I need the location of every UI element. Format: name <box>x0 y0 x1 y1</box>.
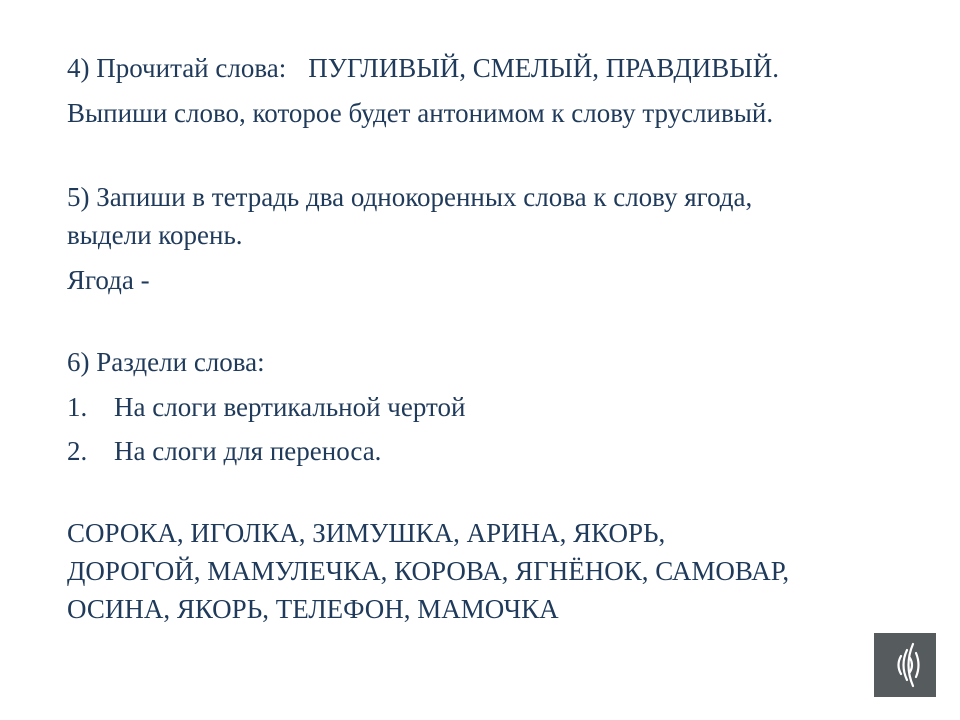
task4-prefix: 4) Прочитай слова: <box>67 53 287 83</box>
list-item-text: На слоги для переноса. <box>114 436 382 466</box>
list-item-number: 2. <box>67 436 88 466</box>
list-item-number: 1. <box>67 392 88 422</box>
list-item <box>67 391 465 423</box>
words-line: ОСИНА, ЯКОРЬ, ТЕЛЕФОН, МАМОЧКА <box>67 594 559 624</box>
task4-line <box>67 52 779 84</box>
list-item <box>67 435 381 467</box>
task6-title: 6) Раздели слова: <box>67 347 265 377</box>
words-line: ДОРОГОЙ, МАМУЛЕЧКА, КОРОВА, ЯГНЁНОК, САМОВАР, <box>67 556 790 586</box>
list-item-text: На слоги вертикальной чертой <box>114 392 466 422</box>
sound-icon <box>874 633 936 697</box>
task5-answer: Ягода - <box>67 265 150 295</box>
audio-button[interactable] <box>874 633 936 697</box>
task5-line2: выдели корень. <box>67 220 243 250</box>
task5-line1: 5) Запиши в тетрадь два однокоренных слова к слову ягода, <box>67 182 753 212</box>
task4-instruction: Выпиши слово, которое будет антонимом к слову трусливый. <box>67 98 774 128</box>
task4-words: ПУГЛИВЫЙ, СМЕЛЫЙ, ПРАВДИВЫЙ. <box>308 53 780 83</box>
words-line: СОРОКА, ИГОЛКА, ЗИМУШКА, АРИНА, ЯКОРЬ, <box>67 518 666 548</box>
